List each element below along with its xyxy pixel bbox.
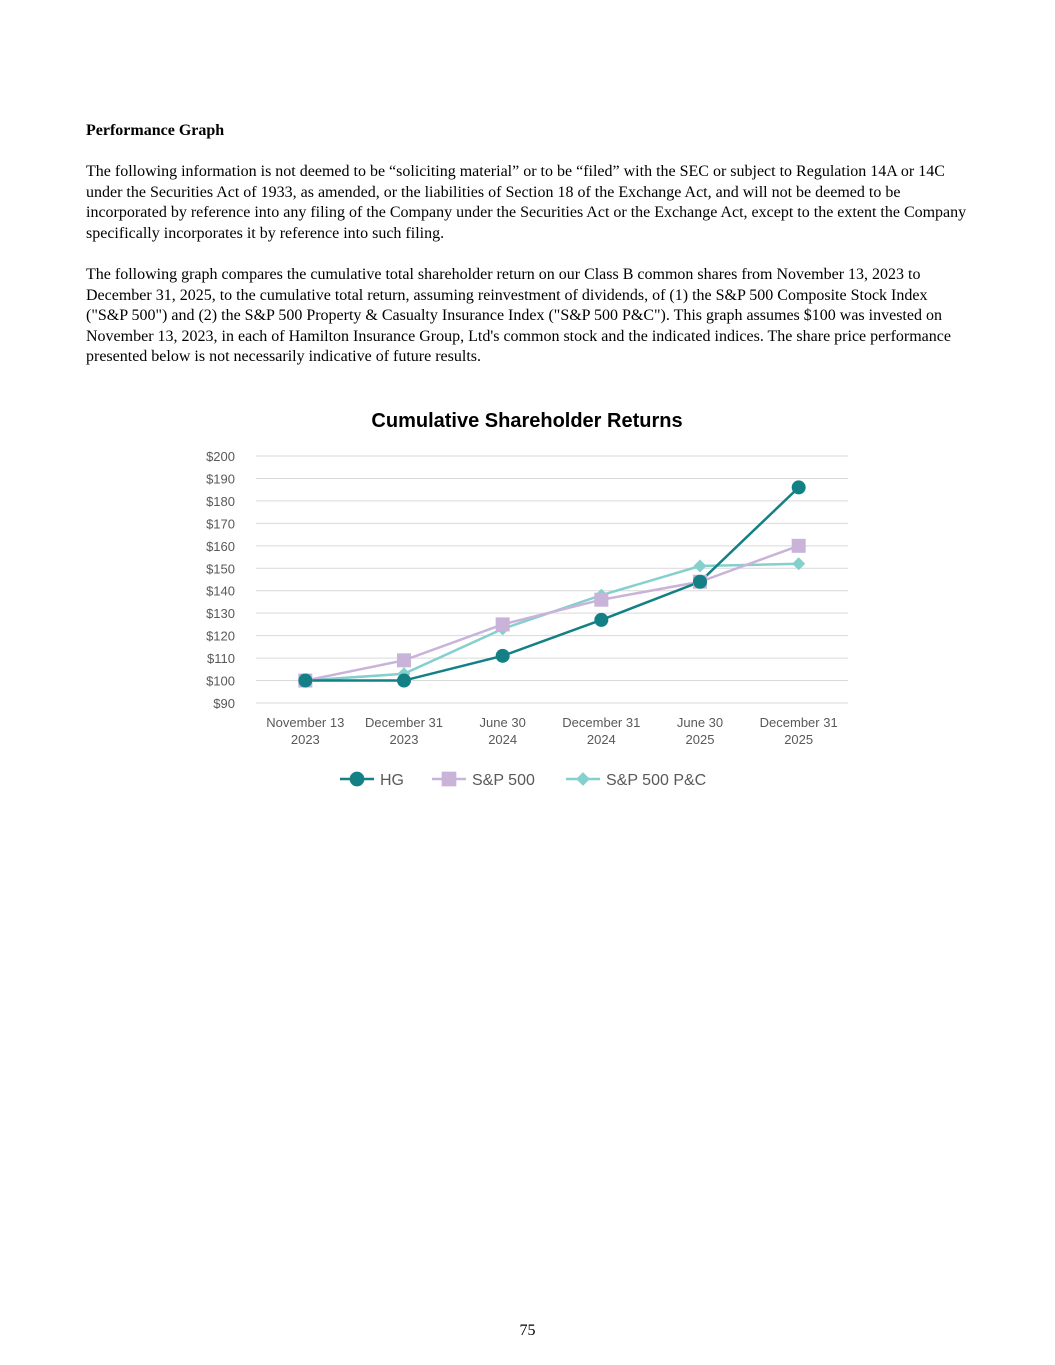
data-point	[694, 560, 707, 573]
y-tick-label: $180	[206, 493, 235, 509]
y-tick-label: $150	[206, 561, 235, 577]
x-tick-label: 2023	[389, 732, 419, 747]
x-tick-label: 2024	[488, 732, 518, 747]
chart-title: Cumulative Shareholder Returns	[371, 410, 683, 432]
y-tick-label: $190	[206, 471, 235, 487]
graph-description-paragraph: The following graph compares the cumulative total shareholder return on our Class B common shares from November 13, 2023 to December 31, 2025, to the cumulative total return, assuming reinvestment of dividends, of (1) the S&P 500 Composite Stock Index ("S&P 500") and (2) the S&P 500 Property & Casualty Insurance Index ("S&P 500 P&C"). This graph assumes $100 was invested on November 13, 2023, in each of Hamilton Insurance Group, Ltd's common stock and the indicated indices. The share price performance presented below is not necessarily indicative of future results.	[86, 266, 951, 366]
chart-gridlines	[256, 456, 848, 703]
legend-swatch-marker	[442, 772, 457, 787]
y-tick-label: $130	[206, 606, 235, 622]
x-tick-label: 2023	[290, 732, 320, 747]
data-point	[397, 653, 411, 667]
x-tick-label: June 30	[479, 715, 526, 730]
chart-series-lines	[305, 487, 798, 680]
section-heading: Performance Graph	[86, 122, 225, 139]
data-point	[496, 617, 510, 631]
y-axis	[206, 449, 235, 711]
x-tick-label: December 31	[759, 715, 838, 730]
x-tick-label: June 30	[676, 715, 724, 730]
x-axis	[266, 715, 837, 747]
chart-series-markers	[298, 480, 805, 687]
legend-swatch-marker	[576, 772, 590, 786]
series-line-hg	[305, 487, 798, 680]
y-tick-label: $170	[206, 516, 235, 532]
x-tick-label: 2025	[685, 732, 715, 747]
y-tick-label: $160	[206, 538, 235, 554]
page-number: 75	[519, 1322, 536, 1339]
data-point	[594, 613, 608, 627]
data-point	[298, 674, 312, 688]
x-tick-label: December 31	[364, 715, 444, 730]
series-line-s-p-500-p-c	[305, 564, 798, 681]
x-tick-label: 2024	[586, 732, 616, 747]
data-point	[792, 539, 806, 553]
data-point	[397, 674, 411, 688]
data-point	[496, 649, 510, 663]
x-tick-label: December 31	[562, 715, 641, 730]
data-point	[594, 593, 608, 607]
data-point	[693, 575, 707, 589]
legend-label: HG	[380, 772, 404, 789]
x-tick-label: 2025	[784, 732, 814, 747]
y-tick-label: $110	[207, 651, 235, 667]
y-tick-label: $120	[206, 628, 235, 644]
legend-label: S&P 500	[472, 772, 535, 789]
cumulative-returns-chart	[0, 395, 1055, 805]
y-tick-label: $200	[206, 449, 235, 464]
data-point	[792, 480, 806, 494]
y-tick-label: $90	[213, 696, 235, 711]
disclaimer-paragraph: The following information is not deemed to be “soliciting material” or to be “filed” with the SEC or subject to Regulation 14A or 14C under the Securities Act of 1933, as amended, or the liabilities of Section 18 of the Exchange Act, and will not be deemed to be incorporated by reference into any filing of the Company under the Securities Act or the Exchange Act, except to the extent the Company specifically incorporates it by reference into such filing.	[86, 163, 967, 242]
y-tick-label: $100	[206, 673, 235, 689]
y-tick-label: $140	[206, 583, 235, 599]
legend-swatch-marker	[350, 772, 365, 787]
x-tick-label: November 13	[266, 715, 345, 730]
legend-label: S&P 500 P&C	[606, 772, 707, 789]
chart-legend	[340, 772, 706, 789]
